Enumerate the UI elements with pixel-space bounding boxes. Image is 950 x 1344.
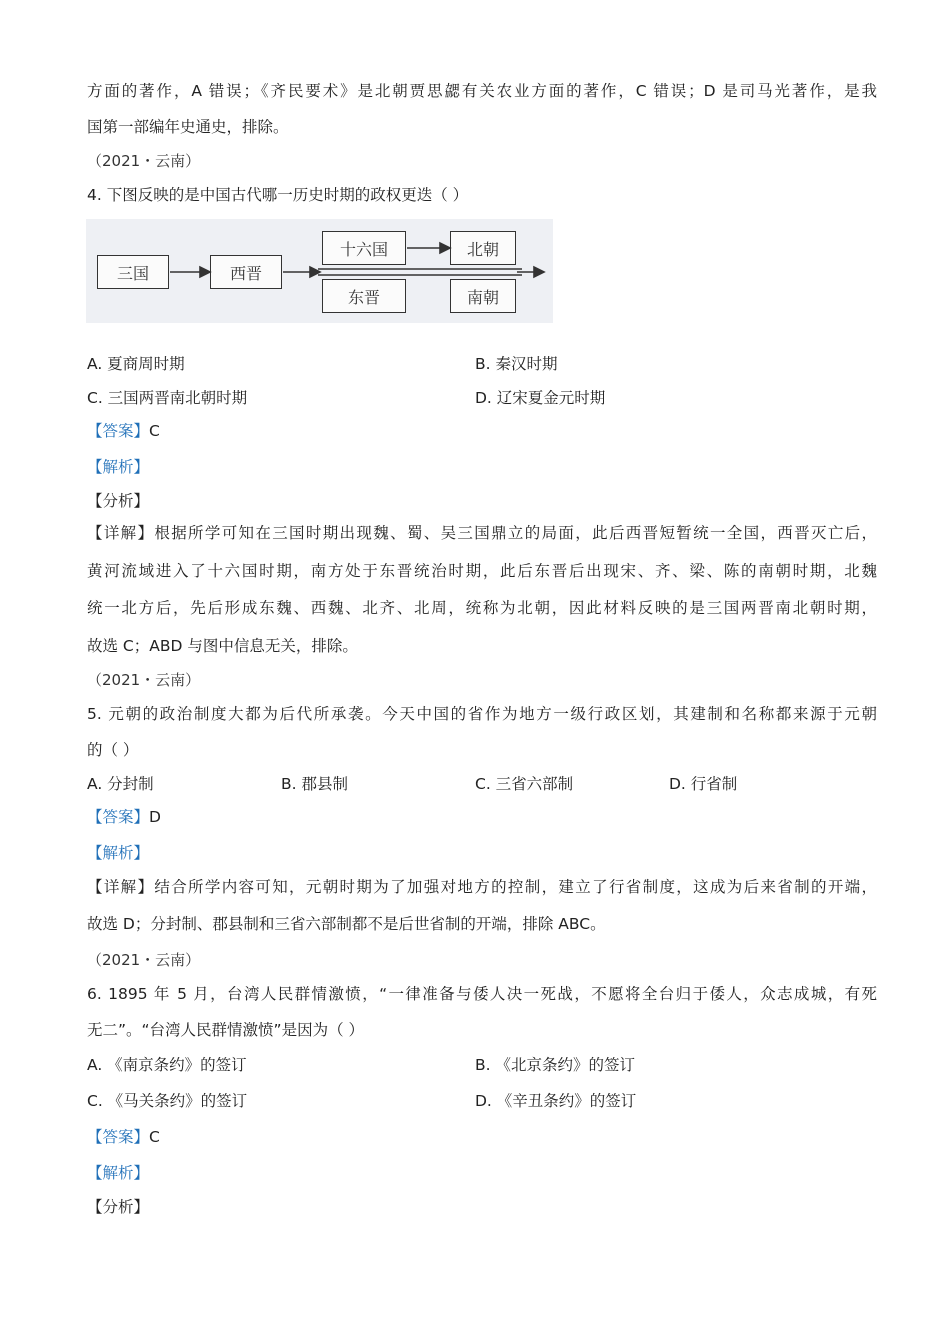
q5-analysis-tag: 【解析】 (87, 844, 150, 862)
q5-option-a: A. 分封制 (87, 775, 154, 793)
q6-stem-2: 无二”。“台湾人民群情激愤”是因为（ ） (87, 1021, 365, 1039)
q4-option-a: A. 夏商周时期 (87, 355, 185, 373)
diagram-box-sanguo: 三国 (97, 255, 169, 289)
q5-stem-2: 的（ ） (87, 741, 139, 759)
arrow-head-1 (200, 267, 210, 277)
detail-tag: 【详解】 (87, 878, 155, 896)
q4-fenxi-tag: 【分析】 (87, 492, 150, 510)
q6-option-d: D. 《辛丑条约》的签订 (475, 1092, 637, 1110)
q5-option-c: C. 三省六部制 (475, 775, 574, 793)
q5-option-b: B. 郡县制 (281, 775, 348, 793)
q4-detail-2: 黄河流域进入了十六国时期，南方处于东晋统治时期，此后东晋后出现宋、齐、梁、陈的南朝时期，北魏 (87, 562, 877, 580)
q6-option-b: B. 《北京条约》的签订 (475, 1056, 635, 1074)
q6-answer-value: C (149, 1128, 160, 1146)
q6-stem-1: 6. 1895 年 5 月，台湾人民群情激愤，“一律准备与倭人决一死战，不愿将全台归于倭人，众志成城，有死 (87, 985, 877, 1003)
answer-tag: 【答案】 (87, 808, 150, 826)
q6-source: （2021・云南） (87, 951, 201, 969)
q6-option-a: A. 《南京条约》的签订 (87, 1056, 247, 1074)
diagram-box-dongjin: 东晋 (322, 279, 406, 313)
q4-answer (87, 420, 160, 442)
q4-analysis-tag: 【解析】 (87, 458, 150, 476)
q4-option-b: B. 秦汉时期 (475, 355, 558, 373)
q6-answer (87, 1126, 160, 1148)
arrow-head-4 (534, 267, 544, 277)
q4-detail-4: 故选 C；ABD 与图中信息无关，排除。 (87, 637, 358, 655)
diagram-box-shiliuguo: 十六国 (322, 231, 406, 265)
q5-stem-1: 5. 元朝的政治制度大都为后代所承袭。今天中国的省作为地方一级行政区划，其建制和名称都来源于元朝 (87, 705, 877, 723)
q5-detail-1: 【详解】结合所学内容可知，元朝时期为了加强对地方的控制，建立了行省制度，这成为后来省制的开端， (87, 878, 877, 896)
answer-tag: 【答案】 (87, 1128, 150, 1146)
q4-option-c: C. 三国两晋南北朝时期 (87, 389, 248, 407)
q5-source: （2021・云南） (87, 671, 201, 689)
q4-detail-3: 统一北方后，先后形成东魏、西魏、北齐、北周，统称为北朝，因此材料反映的是三国两晋南北朝时期， (87, 599, 877, 617)
diagram-arrows (86, 219, 553, 323)
arrow-head-3 (440, 243, 450, 253)
q6-option-c: C. 《马关条约》的签订 (87, 1092, 248, 1110)
dynasty-diagram (86, 219, 553, 323)
diagram-box-nanchao: 南朝 (450, 279, 516, 313)
q5-option-d: D. 行省制 (669, 775, 738, 793)
q6-fenxi-tag: 【分析】 (87, 1198, 150, 1216)
intro-line-2: 国第一部编年史通史，排除。 (87, 118, 289, 136)
q5-detail-2: 故选 D；分封制、郡县制和三省六部制都不是后世省制的开端，排除 ABC。 (87, 915, 606, 933)
answer-tag: 【答案】 (87, 422, 150, 440)
q4-source: （2021・云南） (87, 152, 201, 170)
diagram-box-beichao: 北朝 (450, 231, 516, 265)
intro-line-1: 方面的著作，A 错误；《齐民要术》是北朝贾思勰有关农业方面的著作，C 错误；D 是司马光著作，是我 (87, 82, 877, 100)
q5-answer (87, 806, 161, 828)
q4-detail-1: 【详解】根据所学可知在三国时期出现魏、蜀、吴三国鼎立的局面，此后西晋短暂统一全国，西晋灭亡后， (87, 524, 877, 542)
q6-analysis-tag: 【解析】 (87, 1164, 150, 1182)
diagram-box-xijin: 西晋 (210, 255, 282, 289)
detail-tag: 【详解】 (87, 524, 155, 542)
q4-answer-value: C (149, 422, 160, 440)
q5-answer-value: D (149, 808, 161, 826)
q4-option-d: D. 辽宋夏金元时期 (475, 389, 606, 407)
q4-stem: 4. 下图反映的是中国古代哪一历史时期的政权更迭（ ） (87, 186, 469, 204)
